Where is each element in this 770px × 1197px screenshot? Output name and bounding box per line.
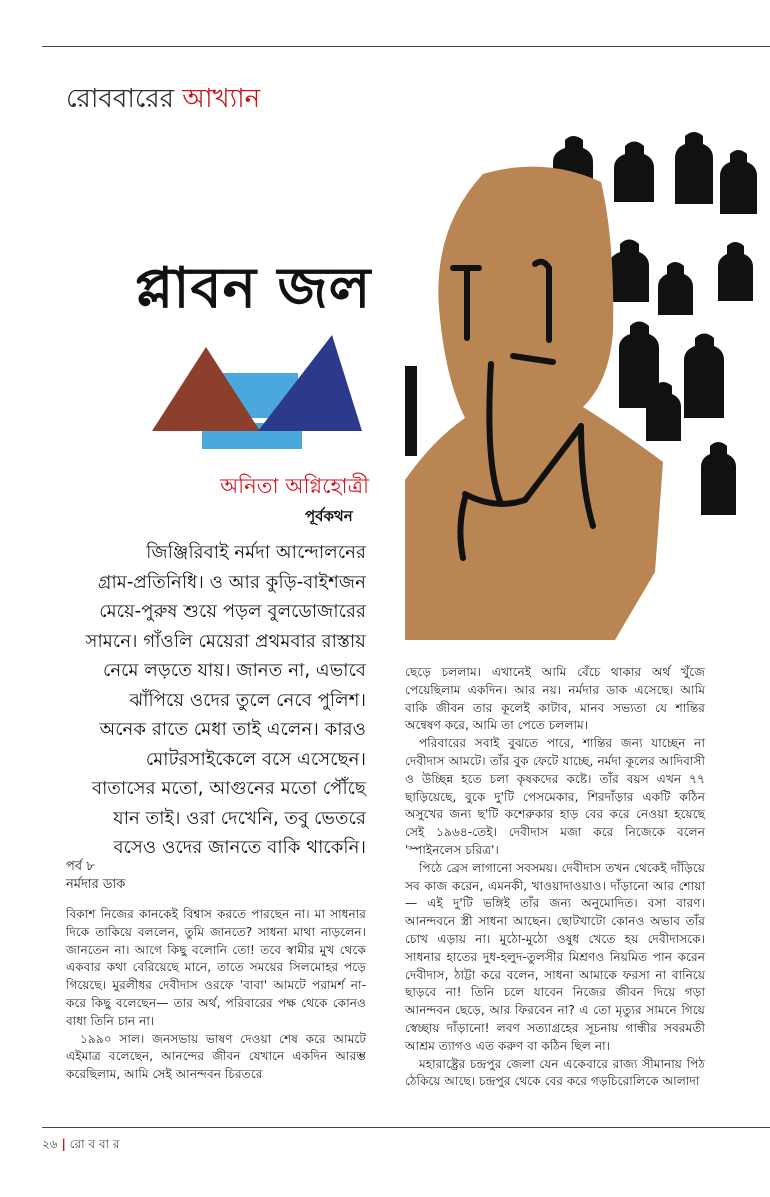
intro-line: যান তাই। ওরা দেখেনি, তবু ভেতরে — [113, 807, 366, 829]
intro-line: জিঞ্জিরিবাই নর্মদা আন্দোলনের — [146, 542, 366, 563]
body-paragraph: পরিবারের সবাই বুঝতে পারে, শান্তির জন্য যাচ্ছেন না দেবীদাস আমটে। তাঁর বুক ফেটে যাচ্ছে, নর্মদা কূলের আদিবাসী ও উচ্ছিন্ন হতে চলা কৃষকদের কষ্টে। তাঁর বয়স এখন ৭৭ ছাড়িয়েছে, বুকে দু'টি পেসমেকার, শিরদাঁড়ার একটি কঠিন অসুখের জন্য ছ'টি কশেরুকার হাড় বের করে নেওয়া হয়েছে সেই ১৯৬৪-তেই। দেবীদাস মজা করে নিজেকে বলেন 'স্পাইনলেস চরিত্র'। — [405, 736, 705, 857]
author-name: অনিতা অগ্নিহোত্রী — [220, 474, 370, 498]
footer-rule — [42, 1127, 770, 1128]
body-paragraph: মহারাষ্ট্রের চন্দ্রপুর জেলা যেন একেবারে রাজ্য সীমানায় পিঠ ঠেকিয়ে আছে। চন্দ্রপুর থেকে বের করে গড়চিরোলিকে আলাদা — [405, 1056, 705, 1089]
figure-painting — [405, 126, 770, 640]
section-label — [66, 78, 260, 122]
part-heading — [66, 858, 125, 894]
body-column-left — [66, 906, 366, 1084]
intro-line: নেমে লড়তে যায়। জানত না, এভাবে — [102, 660, 366, 681]
magazine-name: রো ব বা র — [69, 1137, 120, 1151]
intro-line: সামনে। গাঁওলি মেয়েরা প্রথমবার রাস্তায় — [85, 630, 366, 652]
part-title: নর্মদার ডাক — [66, 877, 126, 892]
prologue-label: পূর্বকথন — [305, 507, 353, 525]
intro-line: মেয়ে-পুরুষ শুয়ে পড়ল বুলডোজারের — [99, 601, 366, 622]
body-paragraph: ১৯৯০ সাল। জনসভায় ভাষণ দেওয়া শেষ করে আমটে এইমাত্র বলেছেন, আনন্দের জীবন যেখানে একদিন আরম্ভ করেছিলাম, আমি সেই আনন্দবন চিরতরে — [66, 1031, 366, 1082]
body-column-right — [405, 664, 705, 1091]
intro-line: গ্রাম-প্রতিনিধি। ও আর কুড়ি-বাইশজন — [97, 571, 366, 593]
footer-separator: | — [61, 1137, 66, 1151]
body-paragraph: পিঠে ব্রেস লাগানো সবসময়। দেবীদাস তখন থেকেই দাঁড়িয়ে সব কাজ করেন, এমনকী, খাওয়াদাওয়াও। দাঁড়ানো আর শোয়া— এই দু'টি ভঙ্গিই তাঁর জন্য অনুমোদিত। বসা বারণ। আনন্দবনে স্ত্রী সাধনা আছেন। ছোটখাটো কোনও অভাব তাঁর চোখ এড়ায় না। মুঠো-মুঠো ওষুধ খেতে হয় দেবীদাসকে। সাধনার হাতের দুধ-হলুদ-তুলসীর মিশ্রণও নিয়মিত পান করেন দেবীদাস, ঠাট্টা করে বলেন, সাধনা আমাকে ফরসা না বানিয়ে ছাড়বে না! তিনি চলে যাবেন নিজের জীবন দিয়ে গড়া আনন্দবন ছেড়ে, আর ফিরবেন না? এ তো মৃত্যুর সামনে গিয়ে স্বেচ্ছায় দাঁড়ানো! লবণ সত্যাগ্রহের সূচনায় গান্ধীর সবরমতী আশ্রম ত্যাগও এত করুণ বা কঠিন ছিল না। — [405, 860, 705, 1053]
intro-line: বাতাসের মতো, আগুনের মতো পৌঁছে — [92, 778, 366, 799]
header-rule-top — [42, 46, 770, 47]
intro-line: মোটরসাইকেলে বসে এসেছেন। — [145, 748, 366, 770]
intro-line: ঝাঁপিয়ে ওদের তুলে নেবে পুলিশ। — [129, 689, 366, 711]
page-number: ২৬ — [42, 1137, 58, 1151]
body-paragraph: বিকাশ নিজের কানকেই বিশ্বাস করতে পারছেন না। মা সাধনার দিকে তাকিয়ে বললেন, তুমি জানতে? সাধনা মাথা নাড়লেন। জানতেন না। আগে কিছু বলোনি তো! তবে স্বামীর মুখ থেকে একবার কথা বেরিয়েছে মানে, তাতে সময়ের সিলমোহর পড়ে গিয়েছে। মুরলীধর দেবীদাস ওরফে 'বাবা' আমটে পরামর্শ না-করে কিছু বলেছেন— তার অর্থ, পরিবারের পক্ষ থেকে কোনও বাধা তিনি চান না। — [66, 907, 366, 1028]
intro-line: অনেক রাতে মেধা তাই এলেন। কারও — [99, 719, 366, 740]
part-number: পর্ব ৮ — [66, 859, 95, 874]
body-paragraph: ছেড়ে চললাম। এখানেই আমি বেঁচে থাকার অর্থ খুঁজে পেয়েছিলাম একদিন। আর নয়। নর্মদার ডাক এসেছে। আমি বাকি জীবন তার কূলেই কাটাব, মানব সভ্যতা যে শান্তির অন্বেষণ করে, আমি তা পেতে চললাম। — [405, 665, 705, 733]
intro-paragraph — [66, 538, 366, 863]
section-label-plain: রোববারের — [66, 84, 183, 114]
intro-line: বসেও ওদের জানতে বাকি থাকেনি। — [113, 837, 366, 858]
mountains-logo — [152, 333, 368, 451]
section-label-accent: আখ্যান — [182, 84, 261, 114]
page-footer — [42, 1136, 120, 1156]
story-title: প্লাবন জল — [135, 256, 372, 321]
